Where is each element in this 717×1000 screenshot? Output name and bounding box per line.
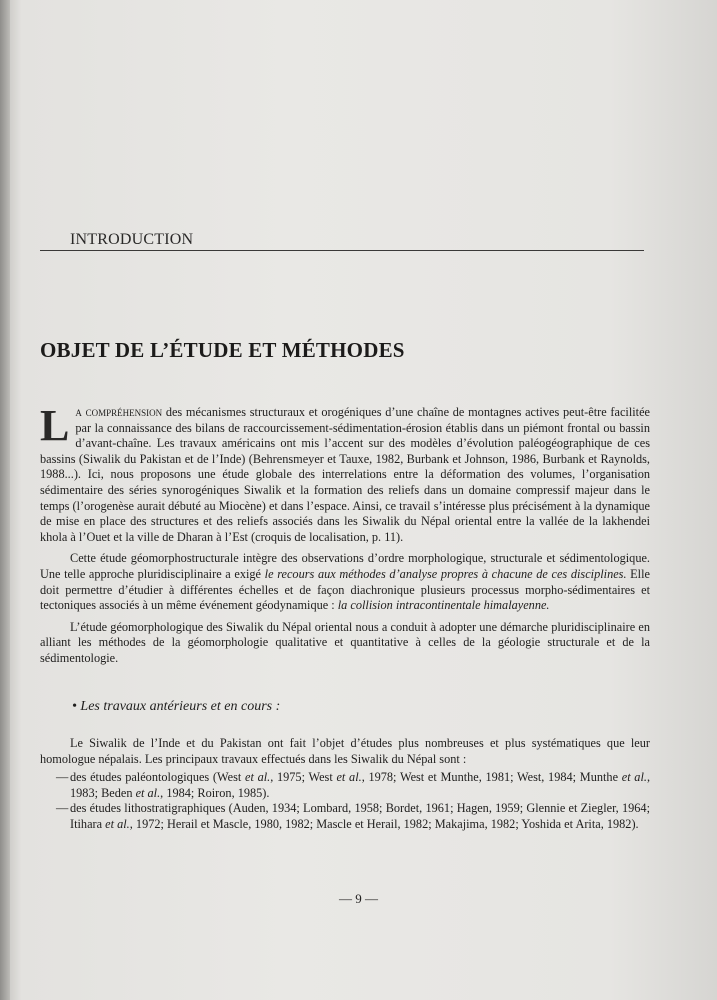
paragraph-methods-text-a: Cette étude géomorphostructurale intègre des observations d’ordre morphologique, structurale et sédimentologique. Une telle approche pluridisciplinaire a exigé [40, 551, 650, 581]
reference-list [40, 770, 650, 832]
list-item-text: , 1983; Beden [70, 770, 651, 800]
header-rule [40, 250, 644, 251]
list-dash: — [56, 801, 69, 816]
book-gutter-shadow [0, 0, 10, 1000]
list-item-text: , 1975; West [270, 770, 337, 785]
paragraph-previous-work: Le Siwalik de l’Inde et du Pakistan ont fait l’objet d’études plus nombreuses et plus systématiques que leur homologue népalais. Les principaux travaux effectués dans les Siwalik du Népal sont : [40, 736, 650, 766]
list-item-italic: et al. [105, 817, 130, 832]
paragraph-methods [40, 551, 650, 613]
list-dash: — [56, 770, 69, 785]
running-header-title: INTRODUCTION [70, 231, 194, 248]
list-item [40, 770, 650, 801]
page-number: — 9 — [339, 891, 378, 906]
paragraph-intro-text: des mécanismes structuraux et orogéniques d’une chaîne de montagnes actives peut-être facilitée par la connaissance des bilans de raccourcissement-sédimentation-érosion établis dans un piémont frontal ou bassin d’avant-chaîne. Les travaux américains ont mis l’accent sur des modèles d’évolution paléogéographique de ces bassins (Siwalik du Pakistan et de l’Inde) (Behrensmeyer et Tauxe, 1982, Burbank et Johnson, 1986, Burbank et Raynolds, 1988...). Ici, nous proposons une étude globale des interrelations entre la déformation des volumes, l’organisation sédimentaire des séries synorogéniques Siwalik et la formation des reliefs dans un domaine compressif majeur dans le temps (l’orogenèse aurait débuté au Miocène) et dans l’espace. Ainsi, ce travail s’intéresse plus précisément à la dynamique de mise en place des structures et des reliefs associés dans les Siwalik du Népal oriental entre la vallée de la lakhendei khola à l’Ouet et la ville de Dharan à l’Est (croquis de localisation, p. 11). [40, 405, 650, 544]
list-item-text: , 1972; Herail et Mascle, 1980, 1982; Mascle et Herail, 1982; Makajima, 1982; Yoshida et Arita, 1982). [129, 817, 639, 832]
list-item-italic: et al. [135, 785, 161, 800]
paragraph-intro [40, 401, 650, 545]
list-item-italic: et al. [245, 770, 271, 785]
list-item-italic: et al. [336, 770, 362, 785]
list-item-text: , 1984; Roiron, 1985). [160, 785, 270, 800]
list-item-italic: et al. [621, 770, 647, 785]
list-item [40, 801, 650, 832]
paragraph-methods-emphasis-b: le recours aux méthodes d’analyse propres à chacune de ces disciplines. [264, 566, 627, 581]
paragraph-methods-text-c: Elle doit permettre d’étudier à différentes échelles et de façon diachronique plusieurs processus morpho-sédimentaires et tectoniques associés à un même événement géodynamique : [40, 566, 650, 613]
list-item-text: , 1978; West et Munthe, 1981; West, 1984; Munthe [361, 770, 622, 785]
subsection-heading: • Les travaux antérieurs et en cours : [72, 698, 281, 714]
paragraph-methods-emphasis-d: la collision intracontinentale himalayenne. [337, 598, 550, 613]
body-text [40, 401, 651, 833]
paragraph-approach: L’étude géomorphologique des Siwalik du Népal oriental nous a conduit à adopter une démarche pluridisciplinaire en alliant les méthodes de la géomorphologie qualitative et quantitative à celles de la géologie structurale et de la sédimentologie. [40, 619, 650, 665]
lead-in: a compréhension [75, 405, 163, 419]
drop-cap: L [40, 401, 70, 450]
list-item-text: des études lithostratigraphiques (Auden, 1934; Lombard, 1958; Bordet, 1961; Hagen, 1959; Glennie et Ziegler, 1964; Itihara [70, 801, 650, 832]
section-title: OBJET DE L’ÉTUDE ET MÉTHODES [40, 338, 405, 362]
list-item-text: des études paléontologiques (West [70, 770, 245, 785]
